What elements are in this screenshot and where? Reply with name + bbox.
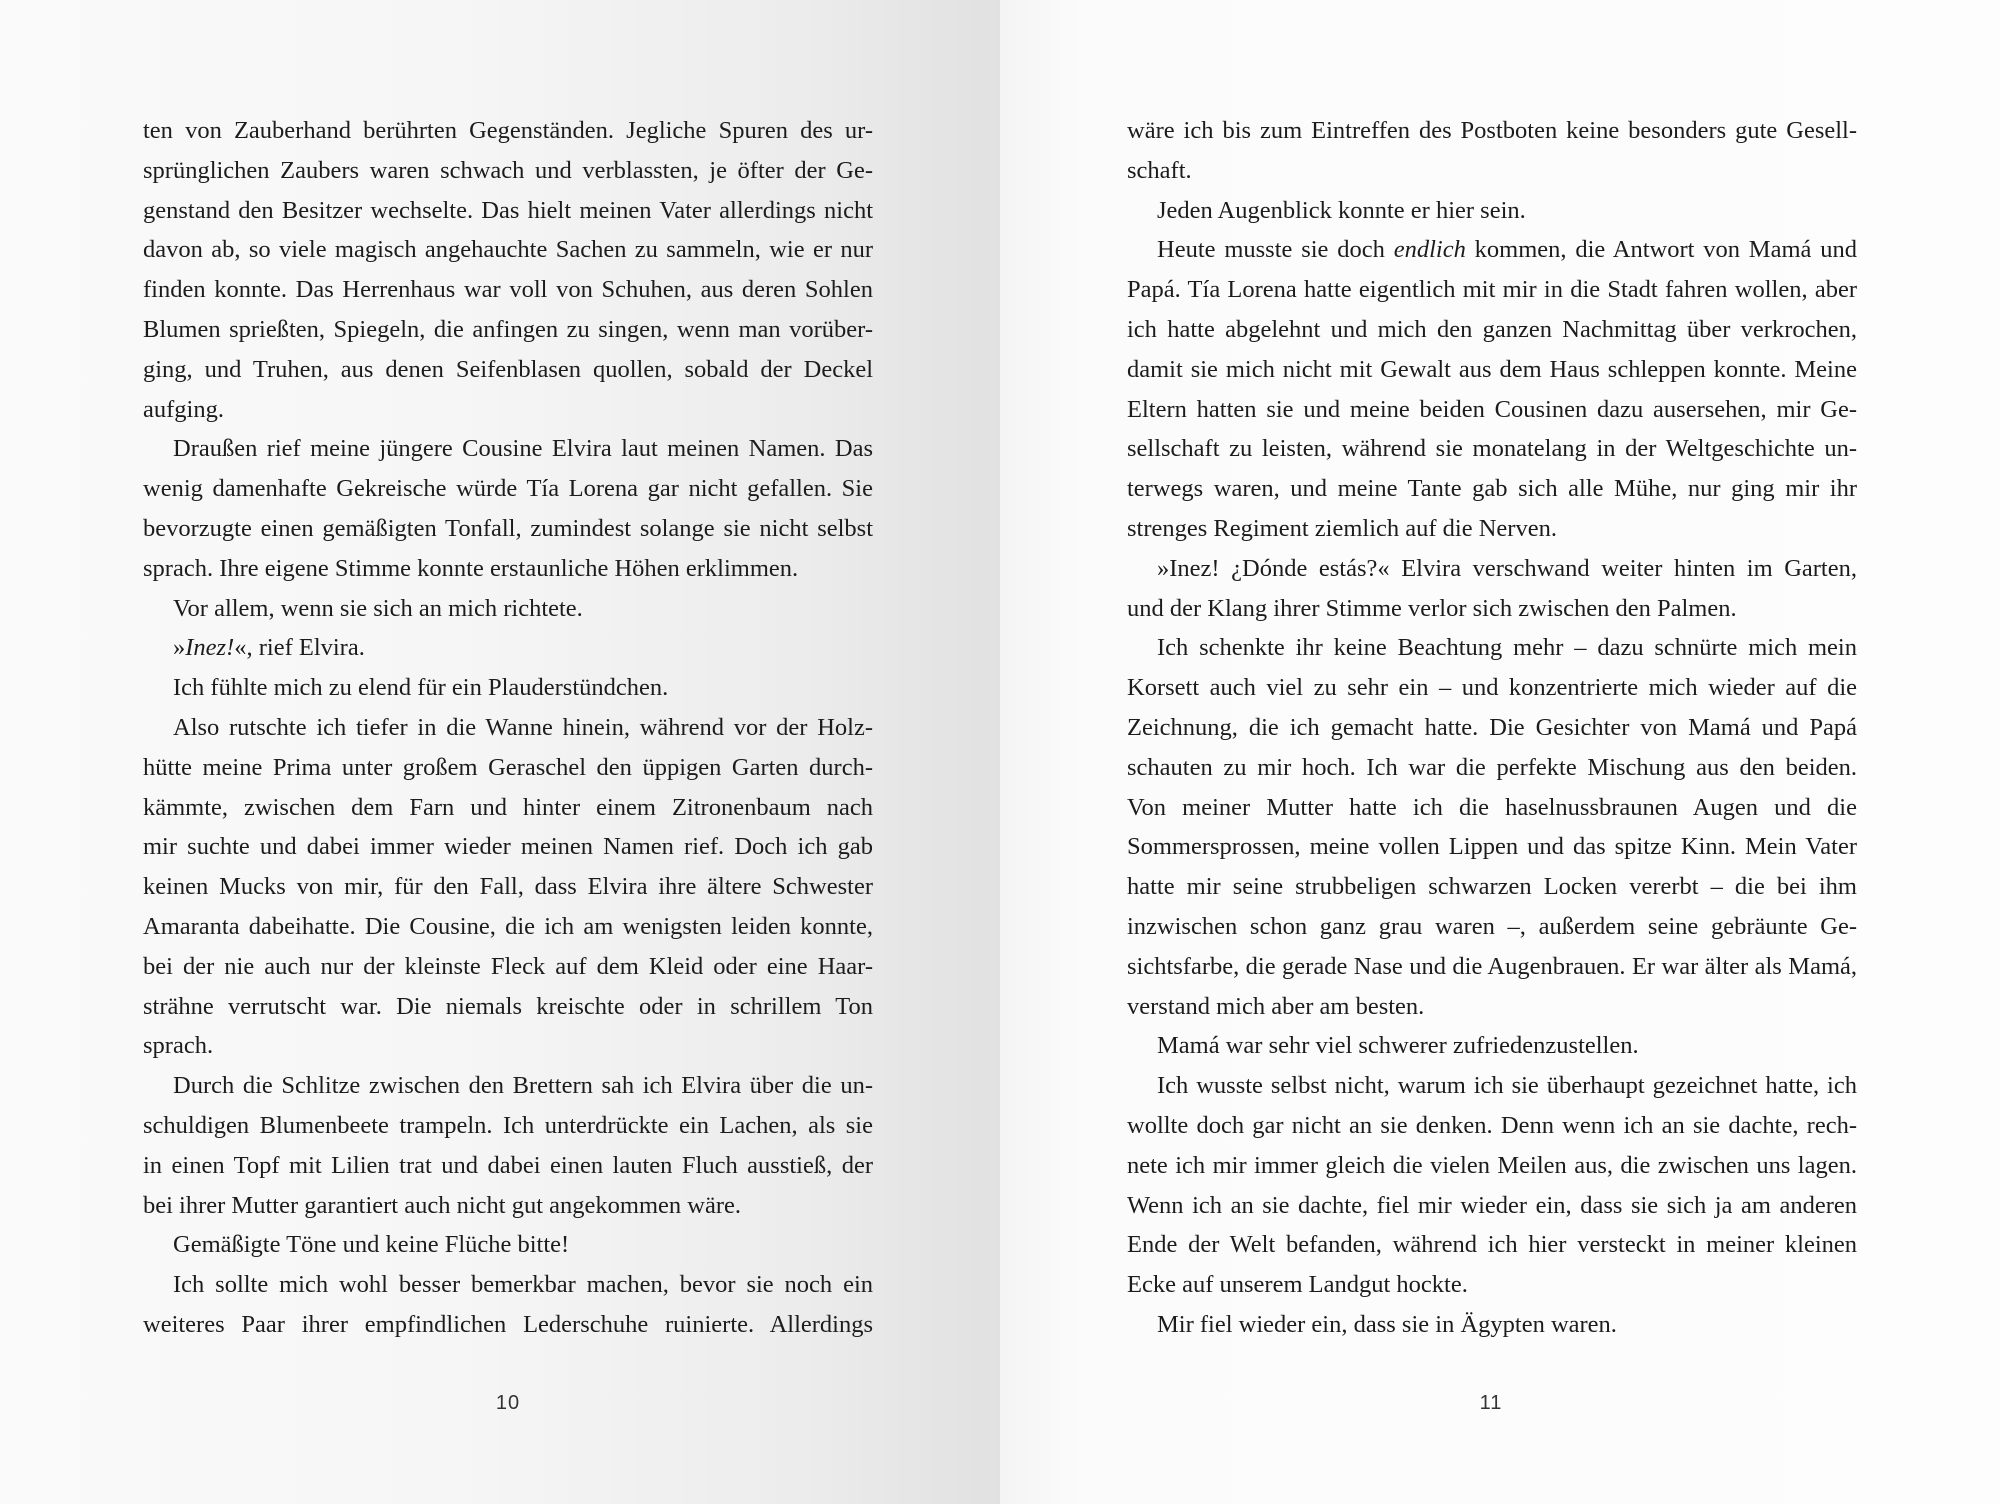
text-line: Ich schenkte ihr keine Beachtung mehr – dazu schnürte mich mein (1157, 634, 1857, 662)
emphasized-text: Inez! (185, 634, 235, 662)
text-line: hatte mir seine strubbeligen schwarzen Locken vererbt – die bei ihm (1127, 873, 1857, 901)
text-line: inzwischen schon ganz grau waren –, außerdem seine gebräunte Ge- (1127, 912, 1857, 940)
text-line: Ecke auf unserem Landgut hockte. (1127, 1271, 1468, 1299)
text-fragment: «, rief Elvira. (234, 634, 365, 662)
text-line: in einen Topf mit Lilien trat und dabei einen lauten Fluch ausstieß, der (143, 1151, 873, 1179)
text-fragment: » (173, 634, 186, 662)
text-line: Eltern hatten sie und meine beiden Cousinen dazu ausersehen, mir Ge- (1127, 395, 1857, 423)
text-line: davon ab, so viele magisch angehauchte Sachen zu sammeln, wie er nur (143, 236, 873, 264)
text-line: Draußen rief meine jüngere Cousine Elvira laut meinen Namen. Das (173, 435, 873, 463)
text-line: Mir fiel wieder ein, dass sie in Ägypten waren. (1157, 1310, 1617, 1338)
text-line: schuldigen Blumenbeete trampeln. Ich unterdrückte ein Lachen, als sie (143, 1111, 873, 1139)
emphasized-text: endlich (1393, 236, 1466, 264)
text-line: kämmte, zwischen dem Farn und hinter einem Zitronenbaum nach (143, 793, 873, 821)
text-line: Papá. Tía Lorena hatte eigentlich mit mir in die Stadt fahren wollen, aber (1127, 276, 1857, 304)
text-line: damit sie mich nicht mit Gewalt aus dem Haus schleppen konnte. Meine (1127, 355, 1857, 383)
text-line: genstand den Besitzer wechselte. Das hielt meinen Vater allerdings nicht (143, 196, 873, 224)
text-line: Ich fühlte mich zu elend für ein Plauderstündchen. (173, 674, 669, 702)
text-line: sprach. Ihre eigene Stimme konnte erstaunliche Höhen erklimmen. (143, 554, 799, 582)
text-line: mir suchte und dabei immer wieder meinen Namen rief. Doch ich gab (143, 833, 873, 861)
text-line: Ich wusste selbst nicht, warum ich sie überhaupt gezeichnet hatte, ich (1157, 1072, 1857, 1100)
text-fragment: kommen, die Antwort von Mamá und (1465, 236, 1857, 264)
text-line: »Inez! ¿Dónde estás?« Elvira verschwand weiter hinten im Garten, (1157, 554, 1857, 582)
text-line: Vor allem, wenn sie sich an mich richtete. (173, 594, 583, 622)
text-line: Jeden Augenblick konnte er hier sein. (1157, 196, 1526, 224)
text-line: schaft. (1127, 156, 1192, 184)
left-page-text (143, 111, 873, 1345)
page-number: 10 (495, 1392, 521, 1414)
text-line: bei der nie auch nur der kleinste Fleck auf dem Kleid oder eine Haar- (143, 952, 873, 980)
right-page-text (1127, 111, 1857, 1345)
page-number: 11 (1479, 1392, 1503, 1414)
text-line: verstand mich aber am besten. (1127, 992, 1425, 1020)
text-line (1127, 230, 1857, 270)
text-line: wollte doch gar nicht an sie denken. Denn wenn ich an sie dachte, rech- (1127, 1111, 1857, 1139)
text-line: bevorzugte einen gemäßigten Tonfall, zumindest solange sie nicht selbst (143, 514, 873, 542)
text-line: ging, und Truhen, aus denen Seifenblasen quollen, sobald der Deckel (143, 355, 873, 383)
text-line: ich hatte abgelehnt und mich den ganzen Nachmittag über verkrochen, (1127, 315, 1857, 343)
text-line: bei ihrer Mutter garantiert auch nicht gut angekommen wäre. (143, 1191, 741, 1219)
text-line: Durch die Schlitze zwischen den Brettern sah ich Elvira über die un- (173, 1072, 873, 1100)
text-line: Zeichnung, die ich gemacht hatte. Die Gesichter von Mamá und Papá (1127, 713, 1857, 741)
text-line: wäre ich bis zum Eintreffen des Postboten keine besonders gute Gesell- (1127, 117, 1857, 144)
text-line: und der Klang ihrer Stimme verlor sich zwischen den Palmen. (1127, 594, 1737, 622)
text-line: Gemäßigte Töne und keine Flüche bitte! (173, 1231, 570, 1259)
text-line: wenig damenhafte Gekreische würde Tía Lorena gar nicht gefallen. Sie (143, 475, 873, 503)
text-fragment: Heute musste sie doch (1157, 236, 1394, 264)
text-line: Ende der Welt befanden, während ich hier versteckt in meiner kleinen (1127, 1231, 1857, 1259)
right-page (1000, 0, 2000, 1504)
text-line: sprach. (143, 1032, 214, 1060)
text-line: ten von Zauberhand berührten Gegenständen. Jegliche Spuren des ur- (143, 117, 873, 144)
text-line: nete ich mir immer gleich die vielen Meilen aus, die zwischen uns lagen. (1127, 1151, 1857, 1179)
text-line: keinen Mucks von mir, für den Fall, dass Elvira ihre ältere Schwester (143, 873, 873, 901)
text-line: hütte meine Prima unter großem Geraschel den üppigen Garten durch- (143, 753, 873, 781)
text-line (143, 628, 873, 668)
text-line: Korsett auch viel zu sehr ein – und konzentrierte mich wieder auf die (1127, 674, 1857, 702)
text-line: strähne verrutscht war. Die niemals kreischte oder in schrillem Ton (143, 992, 873, 1020)
text-line: Ich sollte mich wohl besser bemerkbar machen, bevor sie noch ein (173, 1271, 873, 1299)
text-line: Amaranta dabeihatte. Die Cousine, die ich am wenigsten leiden konnte, (143, 912, 873, 940)
text-line: strenges Regiment ziemlich auf die Nerven. (1127, 514, 1557, 542)
text-line: weiteres Paar ihrer empfindlichen Lederschuhe ruinierte. Allerdings (143, 1310, 873, 1338)
text-line: terwegs waren, und meine Tante gab sich alle Mühe, nur ging mir ihr (1127, 475, 1857, 503)
text-line: Sommersprossen, meine vollen Lippen und das spitze Kinn. Mein Vater (1127, 833, 1857, 861)
text-line: sichtsfarbe, die gerade Nase und die Augenbrauen. Er war älter als Mamá, (1127, 952, 1857, 980)
text-line: aufging. (143, 395, 224, 423)
text-line: Also rutschte ich tiefer in die Wanne hinein, während vor der Holz- (173, 713, 873, 741)
text-line: sprünglichen Zaubers waren schwach und verblassten, je öfter der Ge- (143, 156, 873, 184)
text-line: Wenn ich an sie dachte, fiel mir wieder ein, dass sie sich ja am anderen (1127, 1191, 1857, 1219)
text-line: Von meiner Mutter hatte ich die haselnussbraunen Augen und die (1127, 793, 1857, 821)
text-line: finden konnte. Das Herrenhaus war voll von Schuhen, aus deren Sohlen (143, 276, 873, 304)
text-line: sellschaft zu leisten, während sie monatelang in der Weltgeschichte un- (1127, 435, 1857, 463)
text-line: Mamá war sehr viel schwerer zufriedenzustellen. (1157, 1032, 1639, 1060)
text-line: schauten zu mir hoch. Ich war die perfekte Mischung aus den beiden. (1127, 753, 1857, 781)
text-line: Blumen sprießten, Spiegeln, die anfingen zu singen, wenn man vorüber- (143, 315, 873, 343)
